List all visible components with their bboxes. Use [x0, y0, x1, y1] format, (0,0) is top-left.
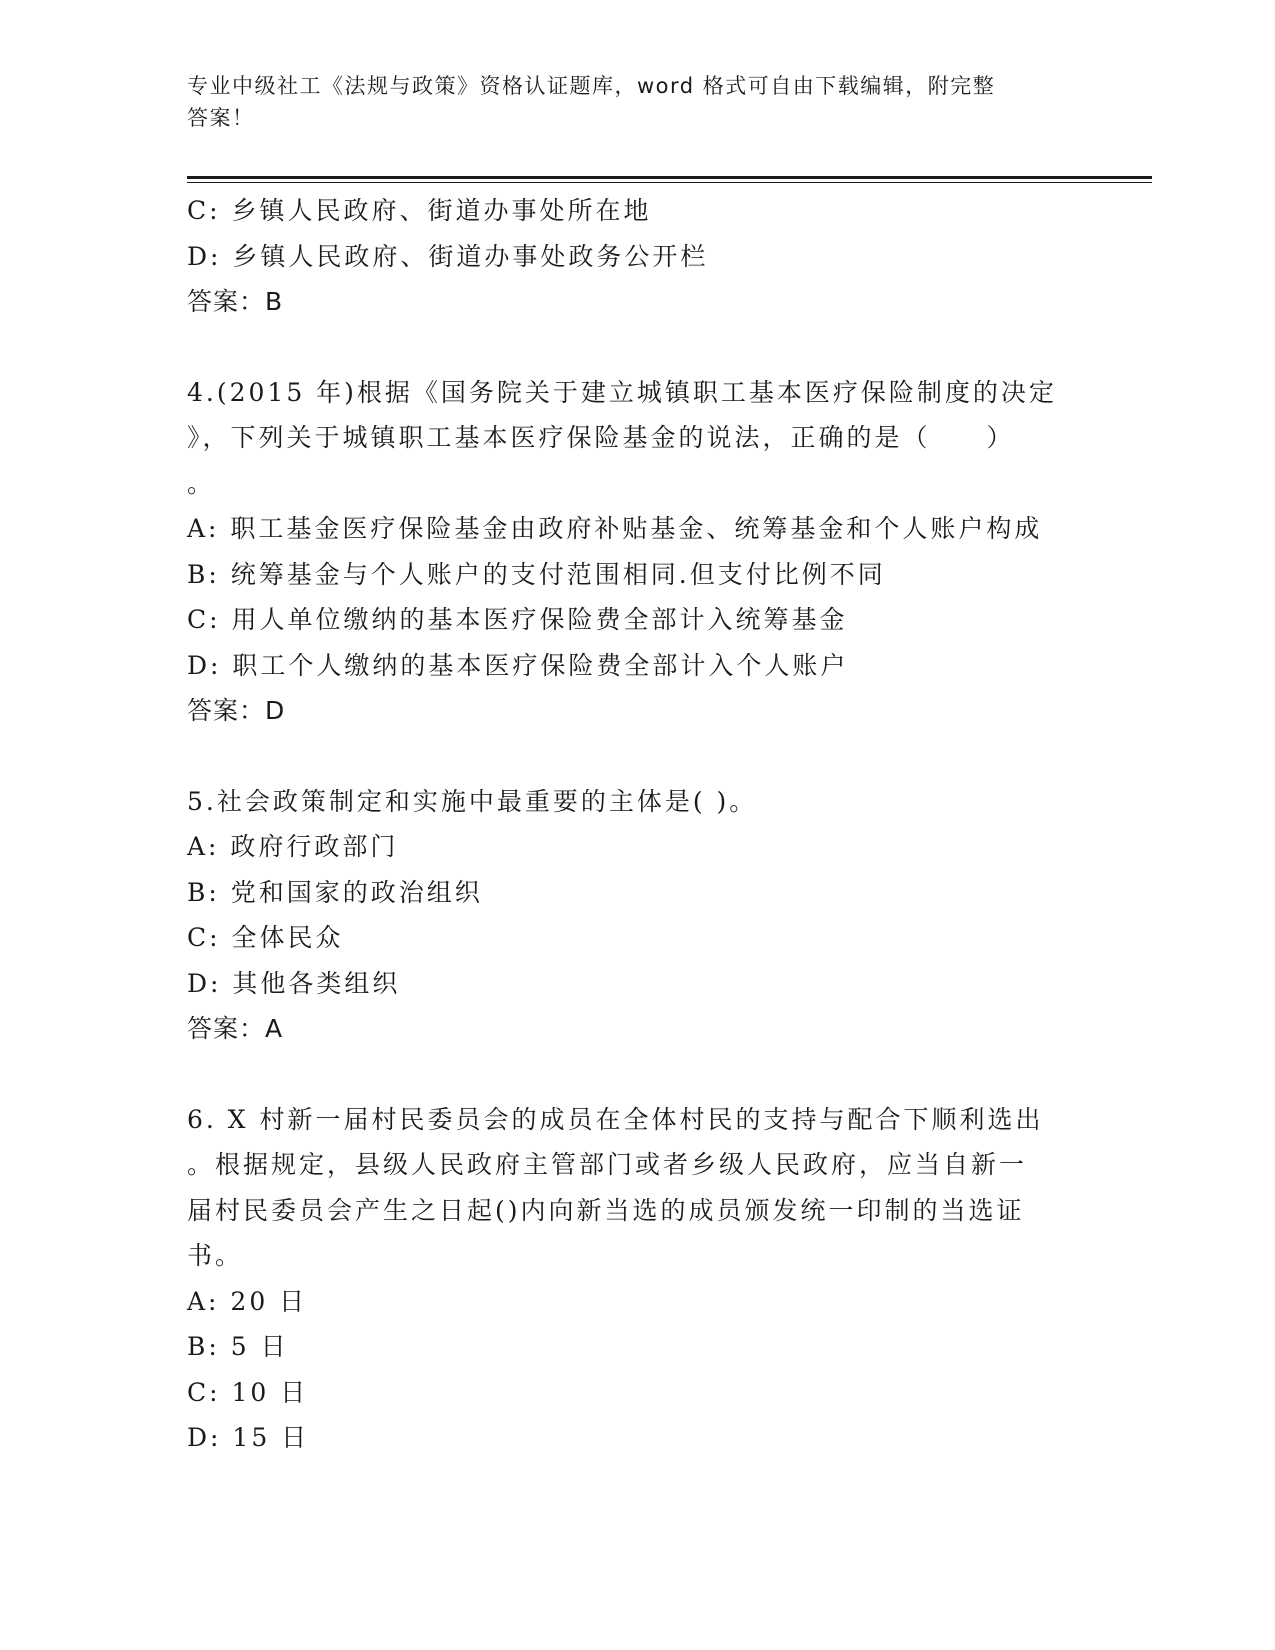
q4-stem-line-2: 》，下列关于城镇职工基本医疗保险基金的说法，正确的是（ ）	[187, 423, 1015, 452]
question-3-tail	[187, 188, 1087, 325]
q4-option-c: C: 用人单位缴纳的基本医疗保险费全部计入统筹基金	[187, 605, 848, 634]
q6-stem-line-2: 。根据规定，县级人民政府主管部门或者乡级人民政府，应当自新一	[187, 1150, 1028, 1179]
document-body	[187, 188, 1087, 1461]
q4-option-d: D: 职工个人缴纳的基本医疗保险费全部计入个人账户	[187, 650, 849, 680]
q3-answer: 答案：B	[187, 287, 284, 316]
q5-option-b: B: 党和国家的政治组织	[187, 877, 483, 907]
spacer	[187, 1052, 1087, 1097]
q5-answer: 答案：A	[187, 1014, 284, 1043]
header-line-1: 专业中级社工《法规与政策》资格认证题库，word 格式可自由下载编辑，附完整	[187, 74, 996, 98]
header-rule-thin	[187, 182, 1152, 183]
question-6	[187, 1097, 1087, 1461]
header-line-2: 答案！	[187, 106, 255, 130]
q4-answer: 答案：D	[187, 696, 286, 725]
q6-option-c: C: 10 日	[187, 1377, 309, 1407]
q6-stem-line-4: 书。	[187, 1241, 244, 1270]
document-header	[187, 70, 1067, 134]
q6-option-b: B: 5 日	[187, 1332, 289, 1361]
spacer	[187, 734, 1087, 779]
q4-option-a: A: 职工基金医疗保险基金由政府补贴基金、统筹基金和个人账户构成	[187, 514, 1043, 543]
q5-option-a: A: 政府行政部门	[187, 832, 399, 861]
q5-option-c: C: 全体民众	[187, 923, 344, 952]
spacer	[187, 325, 1087, 370]
q6-stem-line-3: 届村民委员会产生之日起()内向新当选的成员颁发统一印制的当选证	[187, 1195, 1025, 1225]
q4-stem-line-1: 4.(2015 年)根据《国务院关于建立城镇职工基本医疗保险制度的决定	[187, 377, 1057, 407]
q6-stem-line-1: 6. X 村新一届村民委员会的成员在全体村民的支持与配合下顺利选出	[187, 1104, 1044, 1134]
q4-option-b: B: 统筹基金与个人账户的支付范围相同.但支付比例不同	[187, 559, 886, 589]
header-rule-thick	[187, 176, 1152, 179]
q6-option-a: A: 20 日	[187, 1286, 308, 1316]
question-5	[187, 779, 1087, 1052]
question-4	[187, 370, 1087, 734]
q4-stem-line-3: 。	[187, 468, 216, 498]
q3-option-c: C: 乡镇人民政府、街道办事处所在地	[187, 196, 652, 225]
q3-option-d: D: 乡镇人民政府、街道办事处政务公开栏	[187, 241, 709, 271]
q6-option-d: D: 15 日	[187, 1423, 310, 1452]
q5-option-d: D: 其他各类组织	[187, 968, 401, 998]
q5-stem: 5.社会政策制定和实施中最重要的主体是( )。	[187, 786, 758, 816]
